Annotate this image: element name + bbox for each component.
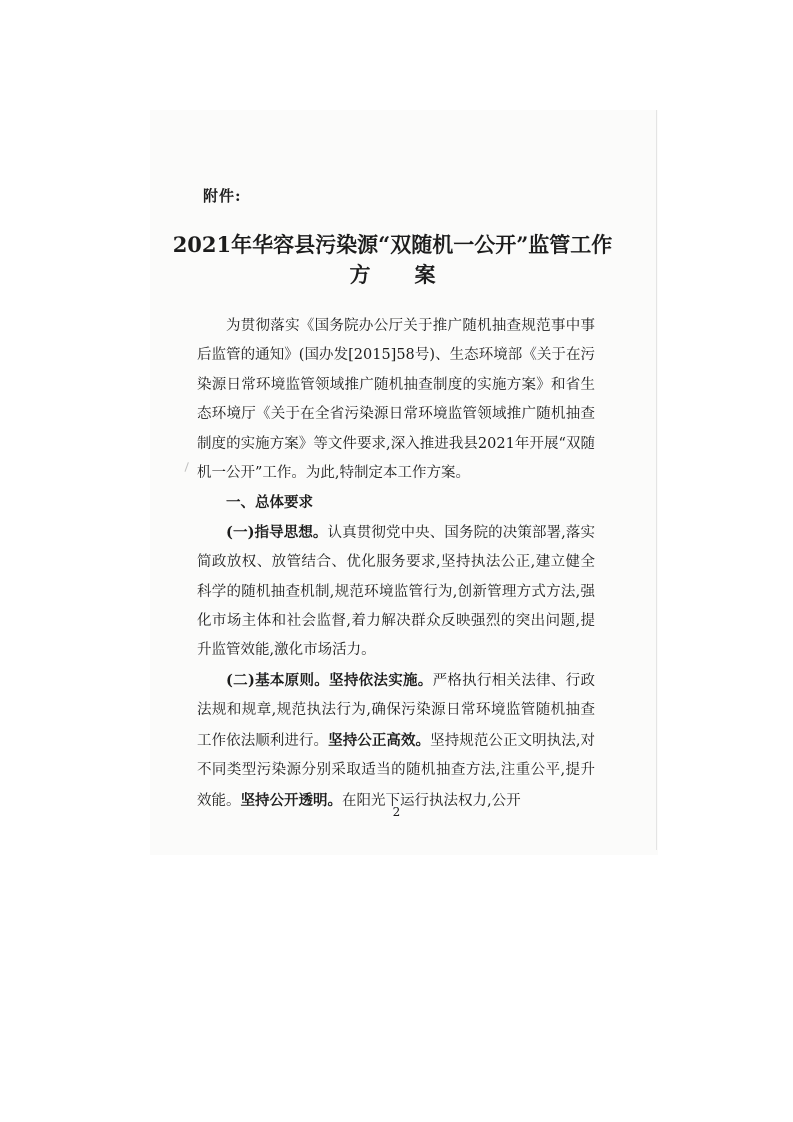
principle-2-label: 坚持公正高效。: [328, 731, 431, 749]
principle-3-text: 在阳光下运行执法权力,公开: [342, 792, 521, 809]
attachment-label: 附件:: [203, 187, 242, 205]
principles-paragraph: [197, 666, 595, 816]
principle-3-label: 坚持公开透明。: [240, 791, 342, 809]
guiding-text: 认真贯彻党中央、国务院的决策部署,落实简政放权、放管结合、优化服务要求,坚持执法公正,建立健全科学的随机抽查机制,规范环境监管行为,创新管理方式方法,强化市场主体和社会监督,着力解决群众反映强烈的突出问题,提升监管效能,激化市场活力。: [197, 524, 595, 659]
principles-label: (二)基本原则。: [226, 671, 330, 689]
page-number: 2: [392, 805, 401, 819]
document-title-line-1: 2021年华容县污染源“双随机一公开”监管工作: [172, 232, 613, 257]
intro-paragraph: 为贯彻落实《国务院办公厅关于推广随机抽查规范事中事后监管的通知》(国办发[2015]58号)、生态环境部《关于在污染源日常环境监管领域推广随机抽查制度的实施方案》和省生态环境厅《关于在全省污染源日常环境监管领域推广随机抽查制度的实施方案》等文件要求,深入推进我县2021年开展“双随机一公开”工作。为此,特制定本工作方案。: [197, 318, 595, 482]
section-heading: 一、总体要求: [226, 494, 313, 512]
document-title-line-2: 方案: [349, 262, 480, 287]
principle-2-text: 坚持规范公正文明执法,对不同类型污染源分别采取适当的随机抽查方法,注重公平,提升效能。: [197, 732, 596, 809]
document-body: [197, 312, 595, 816]
guiding-label: (一)指导思想。: [226, 523, 328, 541]
scan-edge: [656, 110, 657, 850]
principle-1-text: 严格执行相关法律、行政法规和规章,规范执法行为,确保污染源日常环境监管随机抽查工作依法顺利进行。: [197, 672, 595, 749]
guiding-paragraph: [197, 518, 595, 666]
principle-1-label: 坚持依法实施。: [329, 671, 433, 689]
